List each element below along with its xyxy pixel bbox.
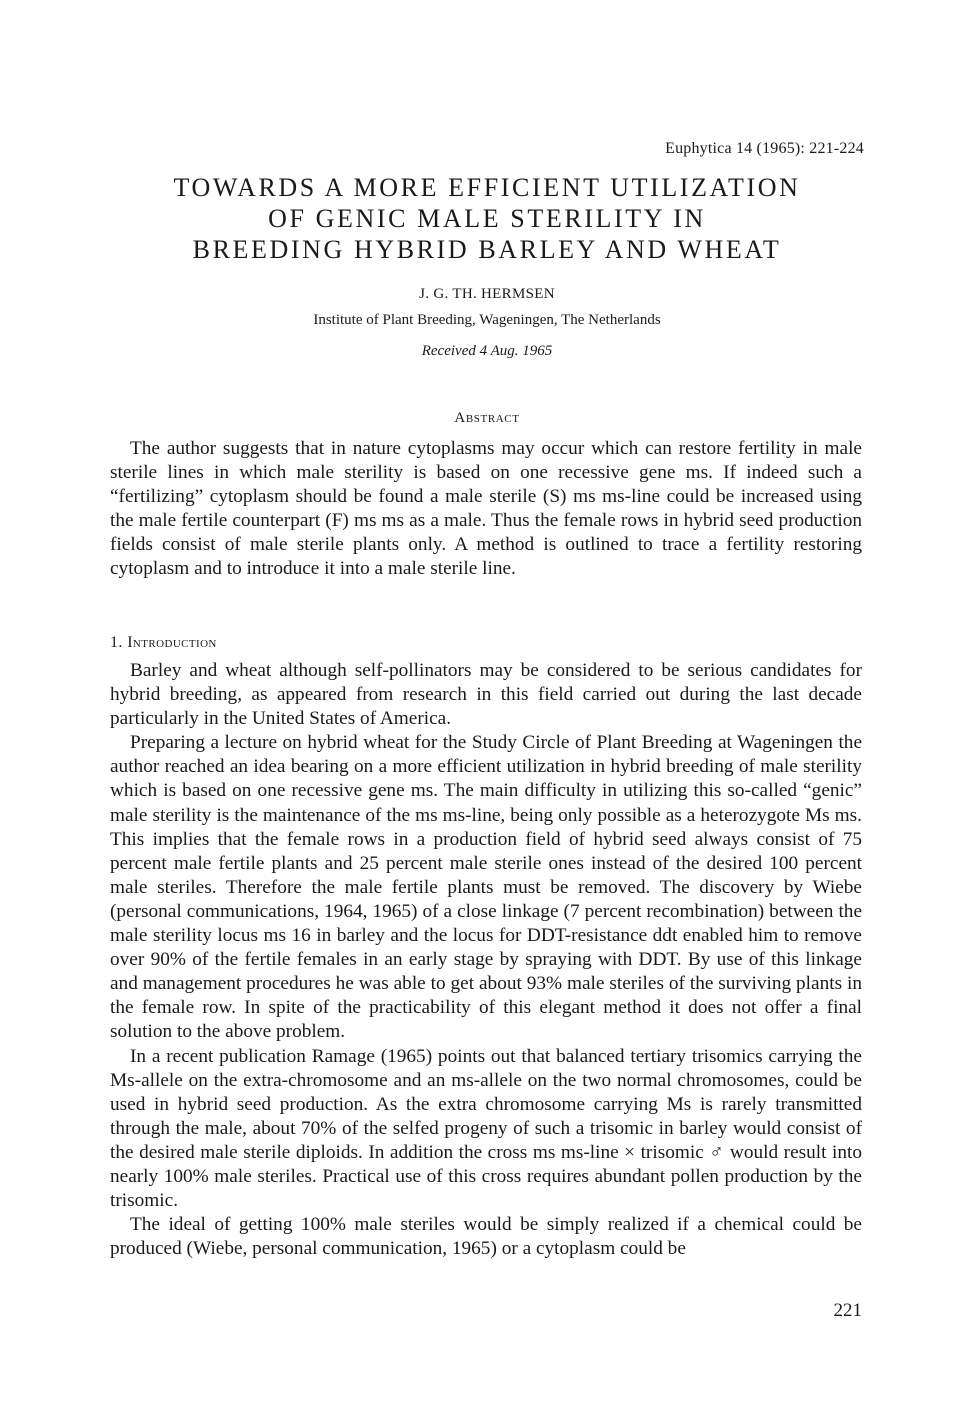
author-institute: Institute of Plant Breeding, Wageningen, The Netherlands — [313, 312, 661, 328]
article-title — [110, 172, 864, 265]
title-line-3: BREEDING HYBRID BARLEY AND WHEAT — [192, 235, 782, 264]
journal-reference: Euphytica 14 (1965): 221-224 — [665, 140, 864, 157]
introduction-body — [110, 659, 862, 1261]
intro-paragraph-3: In a recent publication Ramage (1965) points out that balanced tertiary trisomics carrying the Ms-allele on the extra-chromosome and an ms-allele on the two normal chromosomes, could be used in hybrid seed production. As the extra chromosome carrying Ms is rarely transmitted through the male, about 70% of the selfed progeny of such a trisomic in barley would consist of the desired male sterile diploids. In addition the cross ms ms-line × trisomic ♂ would result into nearly 100% male steriles. Practical use of this cross requires abundant pollen production by the trisomic. — [110, 1045, 862, 1212]
abstract-paragraph: The author suggests that in nature cytoplasms may occur which can restore fertility in male sterile lines in which male sterility is based on one recessive gene ms. If indeed such a “fertilizing” cytoplasm should be found a male sterile (S) ms ms-line could be increased using the male fertile counterpart (F) ms ms as a male. Thus the female rows in hybrid seed production fields consist of male sterile plants only. A method is outlined to trace a fertility restoring cytoplasm and to introduce it into a male sterile line. — [110, 438, 862, 580]
section-heading-introduction: 1. Introduction — [110, 634, 217, 651]
page-number: 221 — [833, 1300, 862, 1321]
received-date: Received 4 Aug. 1965 — [421, 343, 553, 359]
title-line-1: TOWARDS A MORE EFFICIENT UTILIZATION — [173, 173, 801, 202]
author-name: J. G. TH. HERMSEN — [419, 286, 555, 302]
abstract-heading: Abstract — [454, 410, 520, 426]
intro-paragraph-4: The ideal of getting 100% male steriles would be simply realized if a chemical could be produced (Wiebe, personal communication, 1965) or a cytoplasm could be — [110, 1214, 862, 1260]
abstract-body — [110, 437, 862, 582]
intro-paragraph-1: Barley and wheat although self-pollinators may be considered to be serious candidates for hybrid breeding, as appeared from research in this field carried out during the last decade particularly in the United States of America. — [110, 660, 862, 730]
title-line-2: OF GENIC MALE STERILITY IN — [268, 204, 706, 233]
intro-paragraph-2: Preparing a lecture on hybrid wheat for the Study Circle of Plant Breeding at Wageningen the author reached an idea bearing on a more efficient utilization in hybrid breeding of male sterility which is based on one recessive gene ms. The main difficulty in utilizing this so-called “genic” male sterility is the maintenance of the ms ms-line, being only possible as a heterozygote Ms ms. This implies that the female rows in a production field of hybrid seed always consist of 75 percent male fertile plants and 25 percent male sterile ones instead of the desired 100 percent male steriles. Therefore the male fertile plants must be removed. The discovery by Wiebe (personal communications, 1964, 1965) of a close linkage (7 percent recombination) between the male sterility locus ms 16 in barley and the locus for DDT-resistance ddt enabled him to remove over 90% of the fertile females in an early stage by spraying with DDT. By use of this linkage and management procedures he was able to get about 93% male steriles of the surviving plants in the female row. In spite of the practicability of this elegant method it does not offer a final solution to the above problem. — [110, 732, 862, 1043]
